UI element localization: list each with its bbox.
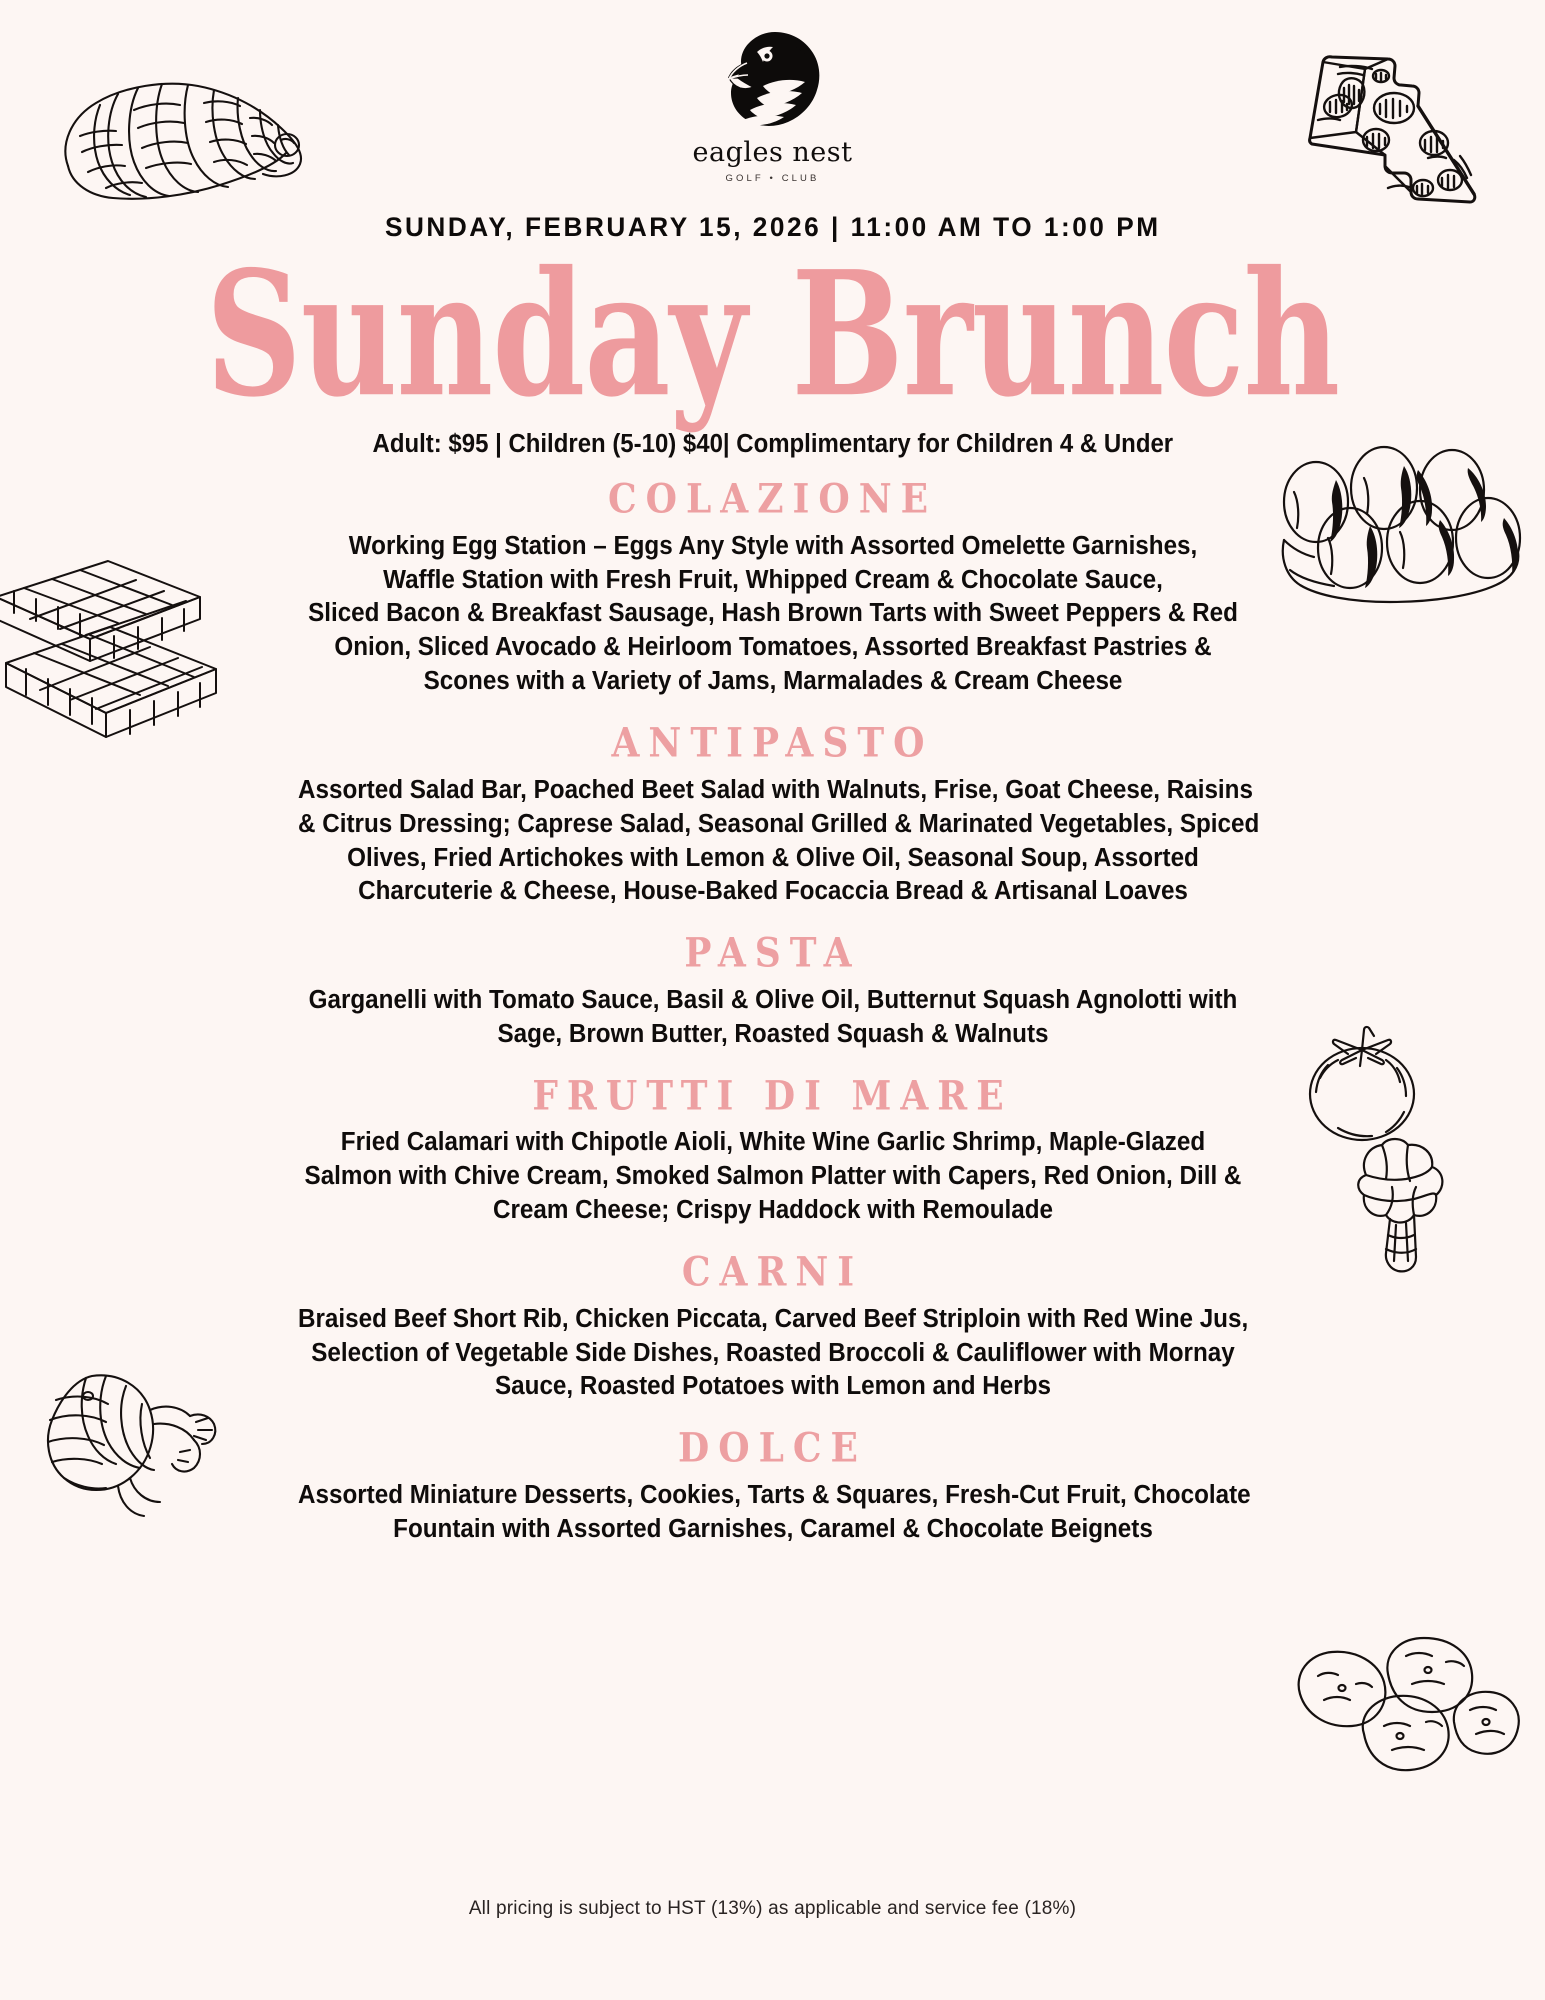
event-date-time: SUNDAY, FEBRUARY 15, 2026 | 11:00 AM TO 1:00 PM [384, 212, 1161, 242]
menu-line: Onion, Sliced Avocado & Heirloom Tomatoes, Assorted Breakfast Pastries & [333, 633, 1212, 662]
section-heading: FRUTTI DI MARE [532, 1072, 1013, 1120]
section-items [297, 1479, 1251, 1547]
eagle-head-icon [717, 26, 829, 138]
menu-line: Sauce, Roasted Potatoes with Lemon and Herbs [494, 1372, 1051, 1401]
menu-line: Salmon with Chive Cream, Smoked Salmon Platter with Capers, Red Onion, Dill & [304, 1162, 1241, 1191]
section-items [297, 774, 1259, 910]
menu-section-carni [0, 1248, 1545, 1404]
menu-line: & Citrus Dressing; Caprese Salad, Seasonal Grilled & Marinated Vegetables, Spiced [297, 809, 1259, 838]
logo-subtitle: GOLF • CLUB [725, 173, 820, 184]
menu-line: Selection of Vegetable Side Dishes, Roasted Broccoli & Cauliflower with Mornay [310, 1338, 1235, 1367]
menu-section-antipasto [0, 719, 1545, 909]
menu-sections [0, 475, 1545, 1547]
section-heading: DOLCE [678, 1424, 867, 1472]
menu-line: Assorted Salad Bar, Poached Beet Salad with Walnuts, Frise, Goat Cheese, Raisins [297, 775, 1253, 804]
menu-line: Waffle Station with Fresh Fruit, Whipped Cream & Chocolate Sauce, [382, 565, 1163, 594]
section-items [298, 1126, 1248, 1228]
menu-line: Olives, Fried Artichokes with Lemon & Olive Oil, Seasonal Soup, Assorted [346, 843, 1199, 872]
menu-line: Garganelli with Tomato Sauce, Basil & Olive Oil, Butternut Squash Agnolotti with [308, 985, 1237, 1014]
section-heading: COLAZIONE [607, 475, 938, 523]
menu-section-pasta [0, 929, 1545, 1051]
section-heading: CARNI [681, 1248, 864, 1296]
pricing-line: Adult: $95 | Children (5-10) $40| Complimentary for Children 4 & Under [372, 430, 1173, 458]
menu-line: Charcuterie & Cheese, House-Baked Focaccia Bread & Artisanal Loaves [357, 877, 1188, 906]
section-heading: ANTIPASTO [611, 719, 934, 767]
menu-line: Fountain with Assorted Garnishes, Caramel & Chocolate Beignets [392, 1514, 1153, 1543]
section-items [298, 1303, 1248, 1405]
footer-disclaimer: All pricing is subject to HST (13%) as applicable and service fee (18%) [468, 1898, 1077, 1919]
brand-logo [688, 26, 858, 184]
menu-section-colazione [0, 475, 1545, 699]
menu-line: Cream Cheese; Crispy Haddock with Remoulade [492, 1196, 1053, 1225]
section-items [298, 530, 1248, 700]
section-items [298, 984, 1248, 1052]
logo-wordmark: eagles nest [692, 137, 853, 168]
menu-section-frutti-di-mare [0, 1072, 1545, 1228]
menu-line: Fried Calamari with Chipotle Aioli, White Wine Garlic Shrimp, Maple-Glazed [340, 1128, 1205, 1157]
menu-line: Scones with a Variety of Jams, Marmalades & Cream Cheese [423, 667, 1122, 696]
page-title: Sunday Brunch [205, 233, 1340, 435]
menu-line: Braised Beef Short Rib, Chicken Piccata, Carved Beef Striploin with Red Wine Jus, [297, 1304, 1248, 1333]
menu-line: Sliced Bacon & Breakfast Sausage, Hash Brown Tarts with Sweet Peppers & Red [307, 599, 1238, 628]
menu-line: Assorted Miniature Desserts, Cookies, Tarts & Squares, Fresh-Cut Fruit, Chocolate [297, 1480, 1251, 1509]
menu-line: Sage, Brown Butter, Roasted Squash & Walnuts [497, 1019, 1048, 1048]
menu-line: Working Egg Station – Eggs Any Style with Assorted Omelette Garnishes, [348, 531, 1197, 560]
section-heading: PASTA [684, 929, 861, 977]
menu-section-dolce [0, 1424, 1545, 1546]
